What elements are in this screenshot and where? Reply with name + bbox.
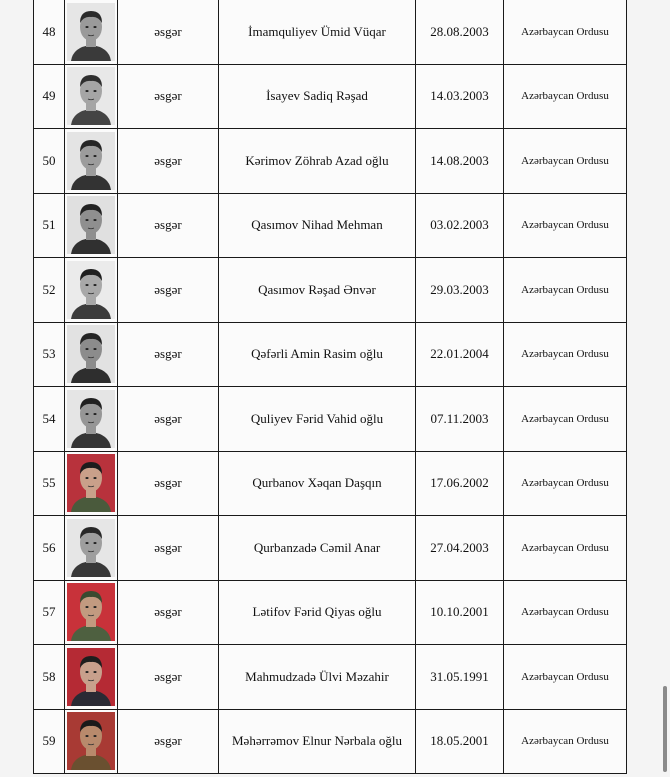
name-cell: Qəfərli Amin Rasim oğlu	[219, 322, 416, 387]
row-number: 51	[34, 193, 65, 258]
row-number: 59	[34, 709, 65, 774]
table-body	[34, 0, 627, 774]
portrait-photo	[67, 67, 115, 125]
unit-cell: Azərbaycan Ordusu	[504, 516, 627, 581]
birthdate-cell: 27.04.2003	[416, 516, 504, 581]
portrait-photo	[67, 519, 115, 577]
birthdate-cell: 14.03.2003	[416, 64, 504, 129]
unit-cell: Azərbaycan Ordusu	[504, 709, 627, 774]
portrait-cell	[65, 451, 118, 516]
table-row	[34, 193, 627, 258]
rank-cell: əsgər	[118, 129, 219, 194]
scrollbar[interactable]	[663, 686, 667, 772]
birthdate-cell: 03.02.2003	[416, 193, 504, 258]
table-row	[34, 645, 627, 710]
soldiers-table	[33, 0, 627, 774]
rank-cell: əsgər	[118, 193, 219, 258]
unit-cell: Azərbaycan Ordusu	[504, 322, 627, 387]
table-row	[34, 129, 627, 194]
row-number: 49	[34, 64, 65, 129]
table-row	[34, 709, 627, 774]
birthdate-cell: 31.05.1991	[416, 645, 504, 710]
portrait-cell	[65, 516, 118, 581]
portrait-cell	[65, 64, 118, 129]
rank-cell: əsgər	[118, 580, 219, 645]
name-cell: İsayev Sadiq Rəşad	[219, 64, 416, 129]
portrait-photo	[67, 196, 115, 254]
unit-cell: Azərbaycan Ordusu	[504, 387, 627, 452]
birthdate-cell: 17.06.2002	[416, 451, 504, 516]
portrait-cell	[65, 322, 118, 387]
row-number: 50	[34, 129, 65, 194]
portrait-photo	[67, 454, 115, 512]
birthdate-cell: 18.05.2001	[416, 709, 504, 774]
row-number: 52	[34, 258, 65, 323]
birthdate-cell: 10.10.2001	[416, 580, 504, 645]
unit-cell: Azərbaycan Ordusu	[504, 64, 627, 129]
row-number: 53	[34, 322, 65, 387]
table-row	[34, 580, 627, 645]
unit-cell: Azərbaycan Ordusu	[504, 645, 627, 710]
unit-cell: Azərbaycan Ordusu	[504, 580, 627, 645]
rank-cell: əsgər	[118, 516, 219, 581]
unit-cell: Azərbaycan Ordusu	[504, 193, 627, 258]
portrait-cell	[65, 645, 118, 710]
rank-cell: əsgər	[118, 64, 219, 129]
row-number: 54	[34, 387, 65, 452]
rank-cell: əsgər	[118, 451, 219, 516]
name-cell: Quliyev Fərid Vahid oğlu	[219, 387, 416, 452]
table-row	[34, 64, 627, 129]
portrait-cell	[65, 193, 118, 258]
unit-cell: Azərbaycan Ordusu	[504, 258, 627, 323]
rank-cell: əsgər	[118, 709, 219, 774]
table-row	[34, 451, 627, 516]
row-number: 57	[34, 580, 65, 645]
portrait-photo	[67, 132, 115, 190]
rank-cell: əsgər	[118, 258, 219, 323]
portrait-photo	[67, 325, 115, 383]
portrait-cell	[65, 580, 118, 645]
row-number: 55	[34, 451, 65, 516]
name-cell: Lətifov Fərid Qiyas oğlu	[219, 580, 416, 645]
table-row	[34, 258, 627, 323]
rank-cell: əsgər	[118, 387, 219, 452]
table-row	[34, 516, 627, 581]
name-cell: Qasımov Nihad Mehman	[219, 193, 416, 258]
birthdate-cell: 07.11.2003	[416, 387, 504, 452]
birthdate-cell: 22.01.2004	[416, 322, 504, 387]
table-row	[34, 0, 627, 64]
name-cell: Qurbanzadə Cəmil Anar	[219, 516, 416, 581]
row-number: 56	[34, 516, 65, 581]
portrait-photo	[67, 390, 115, 448]
rank-cell: əsgər	[118, 322, 219, 387]
unit-cell: Azərbaycan Ordusu	[504, 0, 627, 64]
birthdate-cell: 29.03.2003	[416, 258, 504, 323]
portrait-cell	[65, 709, 118, 774]
portrait-photo	[67, 583, 115, 641]
birthdate-cell: 14.08.2003	[416, 129, 504, 194]
name-cell: İmamquliyev Ümid Vüqar	[219, 0, 416, 64]
row-number: 58	[34, 645, 65, 710]
portrait-cell	[65, 129, 118, 194]
portrait-photo	[67, 712, 115, 770]
row-number: 48	[34, 0, 65, 64]
portrait-cell	[65, 0, 118, 64]
portrait-photo	[67, 3, 115, 61]
name-cell: Məhərrəmov Elnur Nərbala oğlu	[219, 709, 416, 774]
table-row	[34, 387, 627, 452]
name-cell: Qurbanov Xəqan Daşqın	[219, 451, 416, 516]
name-cell: Kərimov Zöhrab Azad oğlu	[219, 129, 416, 194]
portrait-cell	[65, 387, 118, 452]
portrait-photo	[67, 648, 115, 706]
unit-cell: Azərbaycan Ordusu	[504, 451, 627, 516]
portrait-photo	[67, 261, 115, 319]
rank-cell: əsgər	[118, 645, 219, 710]
name-cell: Qasımov Rəşad Ənvər	[219, 258, 416, 323]
rank-cell: əsgər	[118, 0, 219, 64]
portrait-cell	[65, 258, 118, 323]
name-cell: Mahmudzadə Ülvi Məzahir	[219, 645, 416, 710]
table-row	[34, 322, 627, 387]
unit-cell: Azərbaycan Ordusu	[504, 129, 627, 194]
birthdate-cell: 28.08.2003	[416, 0, 504, 64]
